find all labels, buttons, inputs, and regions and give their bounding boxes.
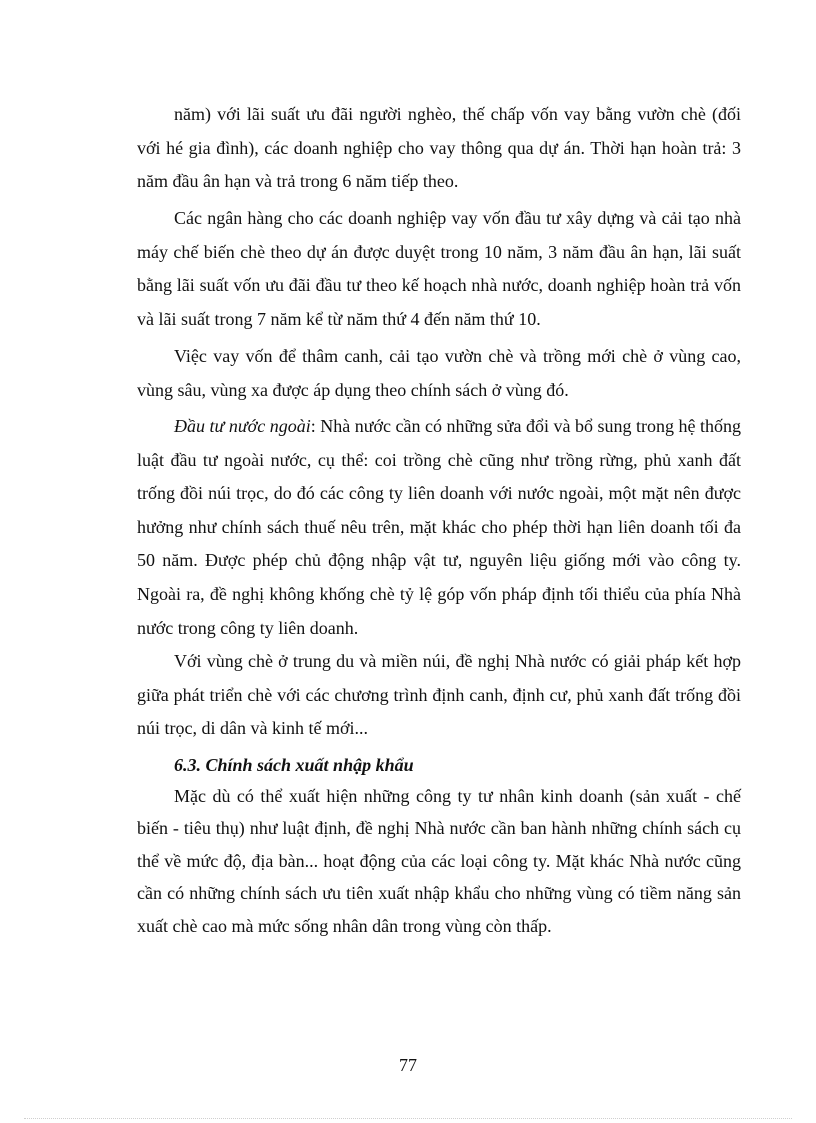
paragraph-loan-terms — [137, 98, 741, 199]
section-heading: 6.3. Chính sách xuất nhập khẩu — [174, 755, 414, 775]
paragraph-intensive-farming — [137, 340, 741, 407]
paragraph-bank-loans — [137, 202, 741, 336]
page-bottom-divider — [24, 1118, 792, 1119]
paragraph-text: Mặc dù có thể xuất hiện những công ty tư nhân kinh doanh (sản xuất - chế biến - tiêu thụ) như luật định, đề nghị Nhà nước cần ban hành những chính sách cụ thể về mức độ, địa bàn... hoạt động của các loại công ty. Mặt khác Nhà nước cũng cần có những chính sách ưu tiên xuất nhập khẩu cho những vùng có tiềm năng sản xuất chè cao mà mức sống nhân dân trong vùng còn thấp. — [137, 786, 741, 936]
paragraph-text: Các ngân hàng cho các doanh nghiệp vay vốn đầu tư xây dựng và cải tạo nhà máy chế biến chè theo dự án được duyệt trong 10 năm, 3 năm đầu ân hạn, lãi suất bằng lãi suất vốn ưu đãi đầu tư theo kế hoạch nhà nước, doanh nghiệp hoàn trả vốn và lãi suất trong 7 năm kể từ năm thứ 4 đến năm thứ 10. — [137, 208, 741, 329]
paragraph-text: Việc vay vốn để thâm canh, cải tạo vườn chè và trồng mới chè ở vùng cao, vùng sâu, vùng xa được áp dụng theo chính sách ở vùng đó. — [137, 346, 741, 400]
paragraph-text: Với vùng chè ở trung du và miền núi, đề nghị Nhà nước có giải pháp kết hợp giữa phát triển chè với các chương trình định canh, định cư, phủ xanh đất trống đồi núi trọc, di dân và kinh tế mới... — [137, 651, 741, 739]
page-number: 77 — [399, 1055, 417, 1075]
paragraph-text: : Nhà nước cần có những sửa đổi và bổ sung trong hệ thống luật đầu tư ngoài nước, cụ thể: coi trồng chè cũng như trồng rừng, phủ xanh đất trống đồi núi trọc, do đó các công ty liên doanh với nước ngoài, một mặt nên được hưởng như chính sách thuế nêu trên, mặt khác cho phép thời hạn liên doanh tối đa 50 năm. Được phép chủ động nhập vật tư, nguyên liệu giống mới vào công ty. Ngoài ra, đề nghị không khống chè tỷ lệ góp vốn pháp định tối thiểu của phía Nhà nước trong công ty liên doanh. — [137, 416, 741, 638]
paragraph-foreign-investment — [137, 410, 741, 645]
foreign-investment-lead: Đầu tư nước ngoài — [174, 416, 311, 436]
paragraph-text: năm) với lãi suất ưu đãi người nghèo, thế chấp vốn vay bằng vườn chè (đối với hé gia đình), các doanh nghiệp cho vay thông qua dự án. Thời hạn hoàn trả: 3 năm đầu ân hạn và trả trong 6 năm tiếp theo. — [137, 104, 741, 192]
paragraph-import-export-policy — [137, 780, 741, 942]
paragraph-midland-regions — [137, 645, 741, 746]
